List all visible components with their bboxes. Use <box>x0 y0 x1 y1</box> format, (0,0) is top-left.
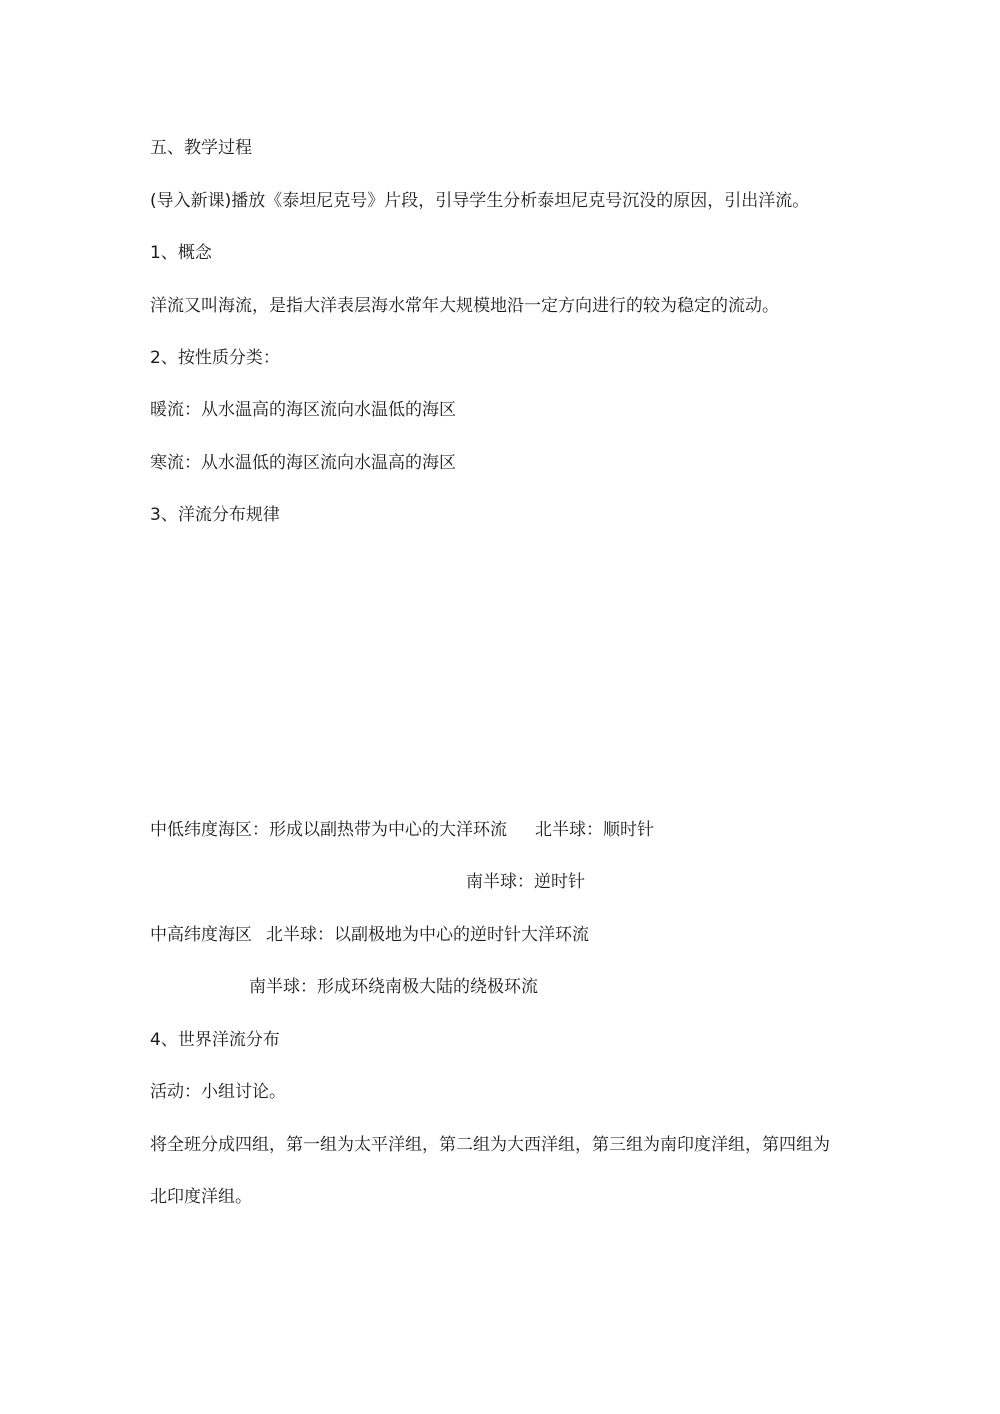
mid-high-latitude-south: 南半球：形成环绕南极大陆的绕极环流 <box>249 977 538 997</box>
warm-current-definition: 暖流：从水温高的海区流向水温低的海区 <box>150 400 456 420</box>
low-mid-latitude-north: 北半球：顺时针 <box>535 820 654 840</box>
groups-text-line-2: 北印度洋组。 <box>150 1187 252 1207</box>
concept-definition: 洋流又叫海流，是指大洋表层海水常年大规模地沿一定方向进行的较为稳定的流动。 <box>150 296 779 316</box>
section-title: 五、教学过程 <box>150 138 252 158</box>
intro-paragraph: (导入新课)播放《泰坦尼克号》片段，引导学生分析泰坦尼克号沉没的原因，引出洋流。 <box>150 191 810 211</box>
cold-current-definition: 寒流：从水温低的海区流向水温高的海区 <box>150 453 456 473</box>
mid-high-latitude-label: 中高纬度海区 <box>150 925 252 945</box>
world-distribution-heading: 4、世界洋流分布 <box>150 1030 280 1050</box>
distribution-rules-heading: 3、洋流分布规律 <box>150 505 280 525</box>
concept-heading: 1、概念 <box>150 243 212 263</box>
activity-text: 活动：小组讨论。 <box>150 1082 286 1102</box>
classification-heading: 2、按性质分类： <box>150 348 280 368</box>
low-mid-latitude-south: 南半球：逆时针 <box>466 872 585 892</box>
blank-figure-area <box>150 540 850 810</box>
low-mid-latitude-label: 中低纬度海区：形成以副热带为中心的大洋环流 <box>150 820 507 840</box>
groups-text-line-1: 将全班分成四组，第一组为太平洋组，第二组为大西洋组，第三组为南印度洋组，第四组为 <box>150 1135 830 1155</box>
mid-high-latitude-row <box>150 923 589 947</box>
low-mid-latitude-row <box>150 818 654 842</box>
mid-high-latitude-north: 北半球：以副极地为中心的逆时针大洋环流 <box>266 925 589 945</box>
